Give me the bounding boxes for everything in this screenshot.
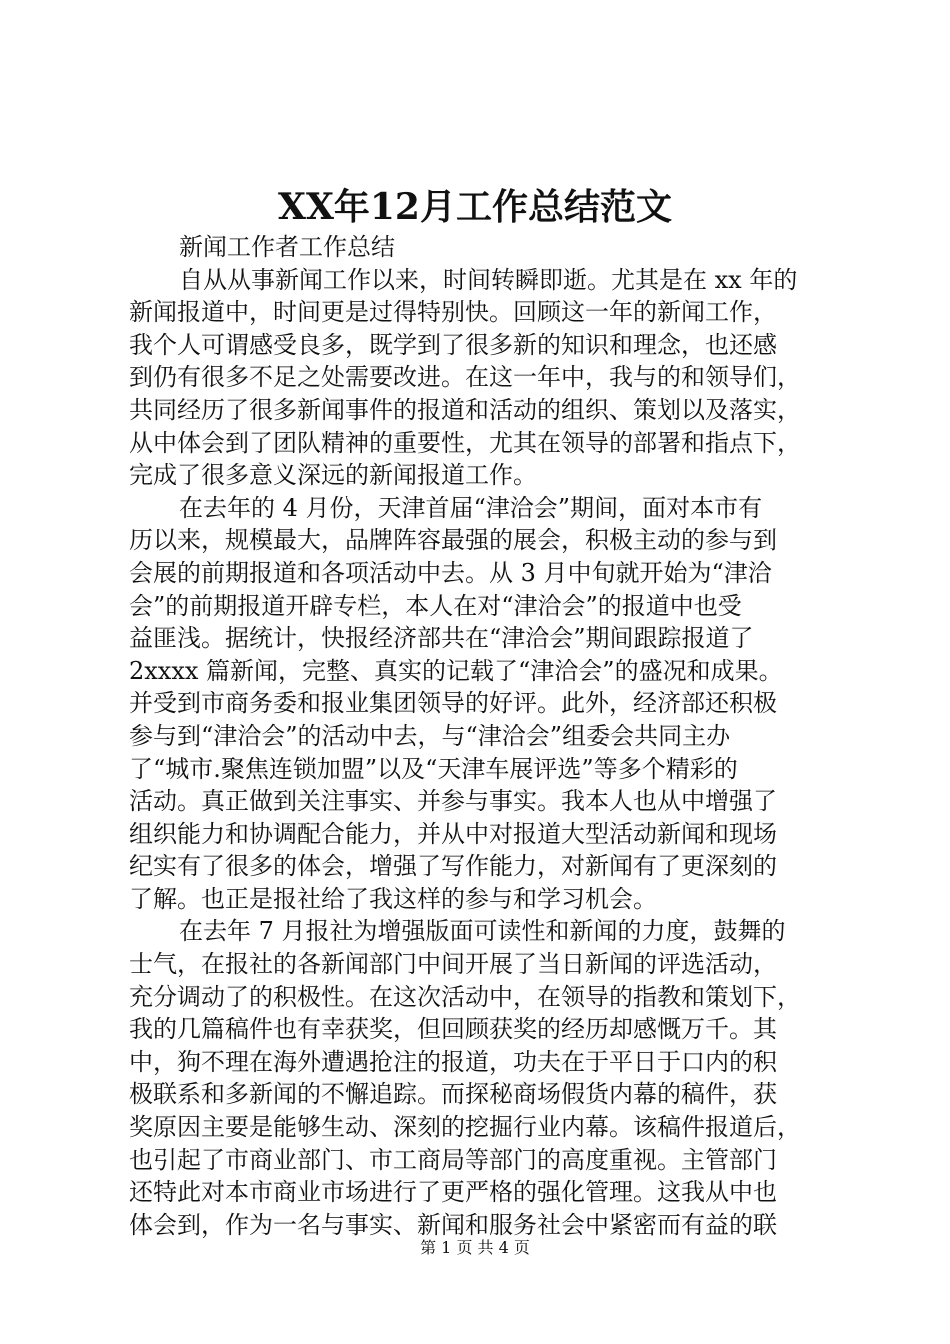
document-title: XX年12月工作总结范文: [278, 186, 672, 228]
body-line: 士气，在报社的各新闻部门中间开展了当日新闻的评选活动，: [129, 950, 777, 979]
body-line: 我的几篇稿件也有幸获奖，但回顾获奖的经历却感慨万千。其: [129, 1015, 777, 1044]
body-line: 并受到市商务委和报业集团领导的好评。此外，经济部还积极: [129, 689, 777, 718]
body-line: 我个人可谓感受良多，既学到了很多新的知识和理念，也还感: [129, 330, 777, 359]
body-line: 到仍有很多不足之处需要改进。在这一年中，我与的和领导们，: [129, 363, 801, 392]
document-body: [129, 231, 839, 1241]
body-line: 充分调动了的积极性。在这次活动中，在领导的指教和策划下，: [129, 982, 801, 1011]
body-line: 历以来，规模最大，品牌阵容最强的展会，积极主动的参与到: [129, 526, 777, 555]
body-line: 2xxxx 篇新闻，完整、真实的记载了“津洽会”的盛况和成果。: [129, 656, 783, 685]
body-line: 完成了很多意义深远的新闻报道工作。: [129, 461, 537, 490]
body-line: 从中体会到了团队精神的重要性，尤其在领导的部署和指点下，: [129, 428, 801, 457]
body-line: 组织能力和协调配合能力，并从中对报道大型活动新闻和现场: [129, 819, 777, 848]
body-line: 了解。也正是报社给了我这样的参与和学习机会。: [129, 884, 657, 913]
body-line: 了“城市.聚焦连锁加盟”以及“天津车展评选”等多个精彩的: [129, 754, 738, 783]
page-footer: 第 1 页 共 4 页: [420, 1238, 530, 1257]
body-line: 参与到“津洽会”的活动中去，与“津洽会”组委会共同主办: [129, 721, 731, 750]
body-line: 活动。真正做到关注事实、并参与事实。我本人也从中增强了: [129, 787, 777, 816]
body-line: 也引起了市商业部门、市工商局等部门的高度重视。主管部门: [129, 1145, 777, 1174]
body-line: 新闻工作者工作总结: [179, 233, 395, 261]
body-line: 新闻报道中，时间更是过得特别快。回顾这一年的新闻工作，: [129, 298, 777, 327]
body-line: 在去年 7 月报社为增强版面可读性和新闻的力度，鼓舞的: [179, 917, 786, 946]
body-line: 纪实有了很多的体会，增强了写作能力，对新闻有了更深刻的: [129, 852, 777, 881]
body-line: 自从从事新闻工作以来，时间转瞬即逝。尤其是在 xx 年的: [179, 265, 798, 294]
body-line: 益匪浅。据统计，快报经济部共在“津洽会”期间跟踪报道了: [129, 624, 754, 653]
body-line: 会展的前期报道和各项活动中去。从 3 月中旬就开始为“津洽: [129, 558, 772, 587]
body-line: 还特此对本市商业市场进行了更严格的强化管理。这我从中也: [129, 1178, 777, 1207]
body-line: 共同经历了很多新闻事件的报道和活动的组织、策划以及落实，: [129, 395, 801, 424]
body-line: 极联系和多新闻的不懈追踪。而探秘商场假货内幕的稿件，获: [129, 1080, 777, 1109]
body-line: 中，狗不理在海外遭遇抢注的报道，功夫在于平日于口内的积: [129, 1047, 777, 1076]
body-line: 在去年的 4 月份，天津首届“津洽会”期间，面对本市有: [179, 493, 763, 522]
body-line: 会”的前期报道开辟专栏，本人在对“津洽会”的报道中也受: [129, 591, 742, 620]
body-line: 奖原因主要是能够生动、深刻的挖掘行业内幕。该稿件报道后，: [129, 1113, 801, 1142]
body-line: 体会到，作为一名与事实、新闻和服务社会中紧密而有益的联: [129, 1210, 777, 1239]
